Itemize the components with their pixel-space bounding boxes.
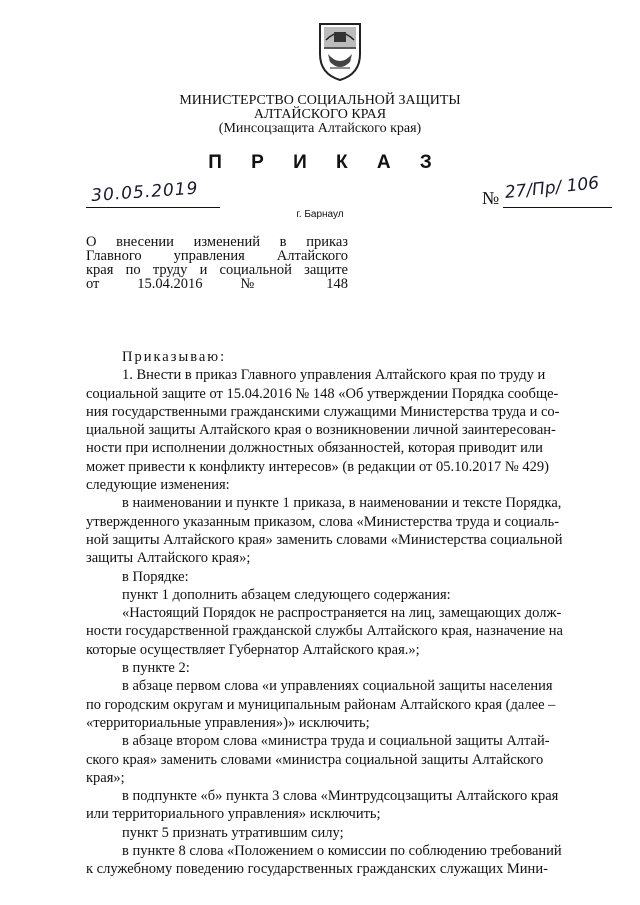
subject-line: от 15.04.2016 № 148 <box>86 276 348 292</box>
body-line: может привести к конфликту интересов» (в редакции от 05.10.2017 № 429) <box>86 458 549 475</box>
body-line: утвержденного указанным приказом, слова «Министерства труда и социаль- <box>86 513 560 530</box>
body-line: ной защиты Алтайского края» заменить словами «Министерства социальной <box>86 531 563 548</box>
number-label: № <box>482 188 500 208</box>
body-line: края»; <box>86 769 125 786</box>
body-line: в пункте 2: <box>122 660 190 677</box>
city-name: г. Барнаул <box>296 209 344 220</box>
body-line: ности при исполнении должностных обязанностей, которая приводит или <box>86 440 543 457</box>
body-line: «Настоящий Порядок не распространяется на лиц, замещающих долж- <box>122 605 562 622</box>
document-body <box>86 348 598 879</box>
body-line: социальной защите от 15.04.2016 № 148 «Об утверждении Порядка сообще- <box>86 385 559 402</box>
body-line: ности государственной гражданской службы Алтайского края, назначение на <box>86 623 563 640</box>
body-line: которые осуществляет Губернатор Алтайского края.»; <box>86 641 420 658</box>
body-line: в абзаце первом слова «и управлениях социальной защиты населения <box>122 678 553 695</box>
body-line: в абзаце втором слова «министра труда и социальной защиты Алтай- <box>122 733 550 750</box>
ministry-short-name: (Минсоцзащита Алтайского края) <box>218 121 422 136</box>
body-line: «территориальные управления»)» исключить; <box>86 714 370 731</box>
body-line: 1. Внести в приказ Главного управления Алтайского края по труду и <box>122 367 546 384</box>
body-line: циальной защиты Алтайского края о возникновении личной заинтересован- <box>86 422 556 439</box>
ministry-name: МИНИСТЕРСТВО СОЦИАЛЬНОЙ ЗАЩИТЫ <box>179 93 461 108</box>
body-line: в Порядке: <box>122 568 189 585</box>
subject-line: края по труду и социальной защите <box>86 262 348 278</box>
body-line: Приказываю: <box>122 349 227 365</box>
body-line: ния государственными гражданскими служащими Министерства труда и со- <box>86 403 560 420</box>
body-line: в подпункте «б» пункта 3 слова «Минтрудсоцзащиты Алтайского края <box>122 788 559 805</box>
body-line: в пункте 8 слова «Положением о комиссии по соблюдению требований <box>122 843 562 860</box>
body-line: в наименовании и пункте 1 приказа, в наименовании и тексте Порядка, <box>122 495 562 512</box>
body-line: следующие изменения: <box>86 477 230 494</box>
subject-line: Главного управления Алтайского <box>86 248 348 264</box>
document-number: 27/Пр/ 106 <box>503 173 600 203</box>
ministry-region: АЛТАЙСКОГО КРАЯ <box>253 107 387 122</box>
document-subject <box>86 235 348 291</box>
body-line: или территориального управления» исключить; <box>86 806 381 823</box>
document-type: П Р И К А З <box>208 152 444 173</box>
body-line: пункт 1 дополнить абзацем следующего содержания: <box>122 586 451 603</box>
body-line: защиты Алтайского края»; <box>86 550 251 567</box>
document-date: 30.05.2019 <box>90 178 200 206</box>
date-underline <box>86 207 220 208</box>
number-underline <box>503 207 612 208</box>
subject-line: О внесении изменений в приказ <box>86 234 348 250</box>
coat-of-arms-icon <box>316 18 364 82</box>
body-line: ского края» заменить словами «министра социальной защиты Алтайского <box>86 751 544 768</box>
body-line: пункт 5 признать утратившим силу; <box>122 824 344 841</box>
body-line: к служебному поведению государственных гражданских служащих Мини- <box>86 861 548 878</box>
body-line: по городским округам и муниципальным районам Алтайского края (далее – <box>86 696 556 713</box>
